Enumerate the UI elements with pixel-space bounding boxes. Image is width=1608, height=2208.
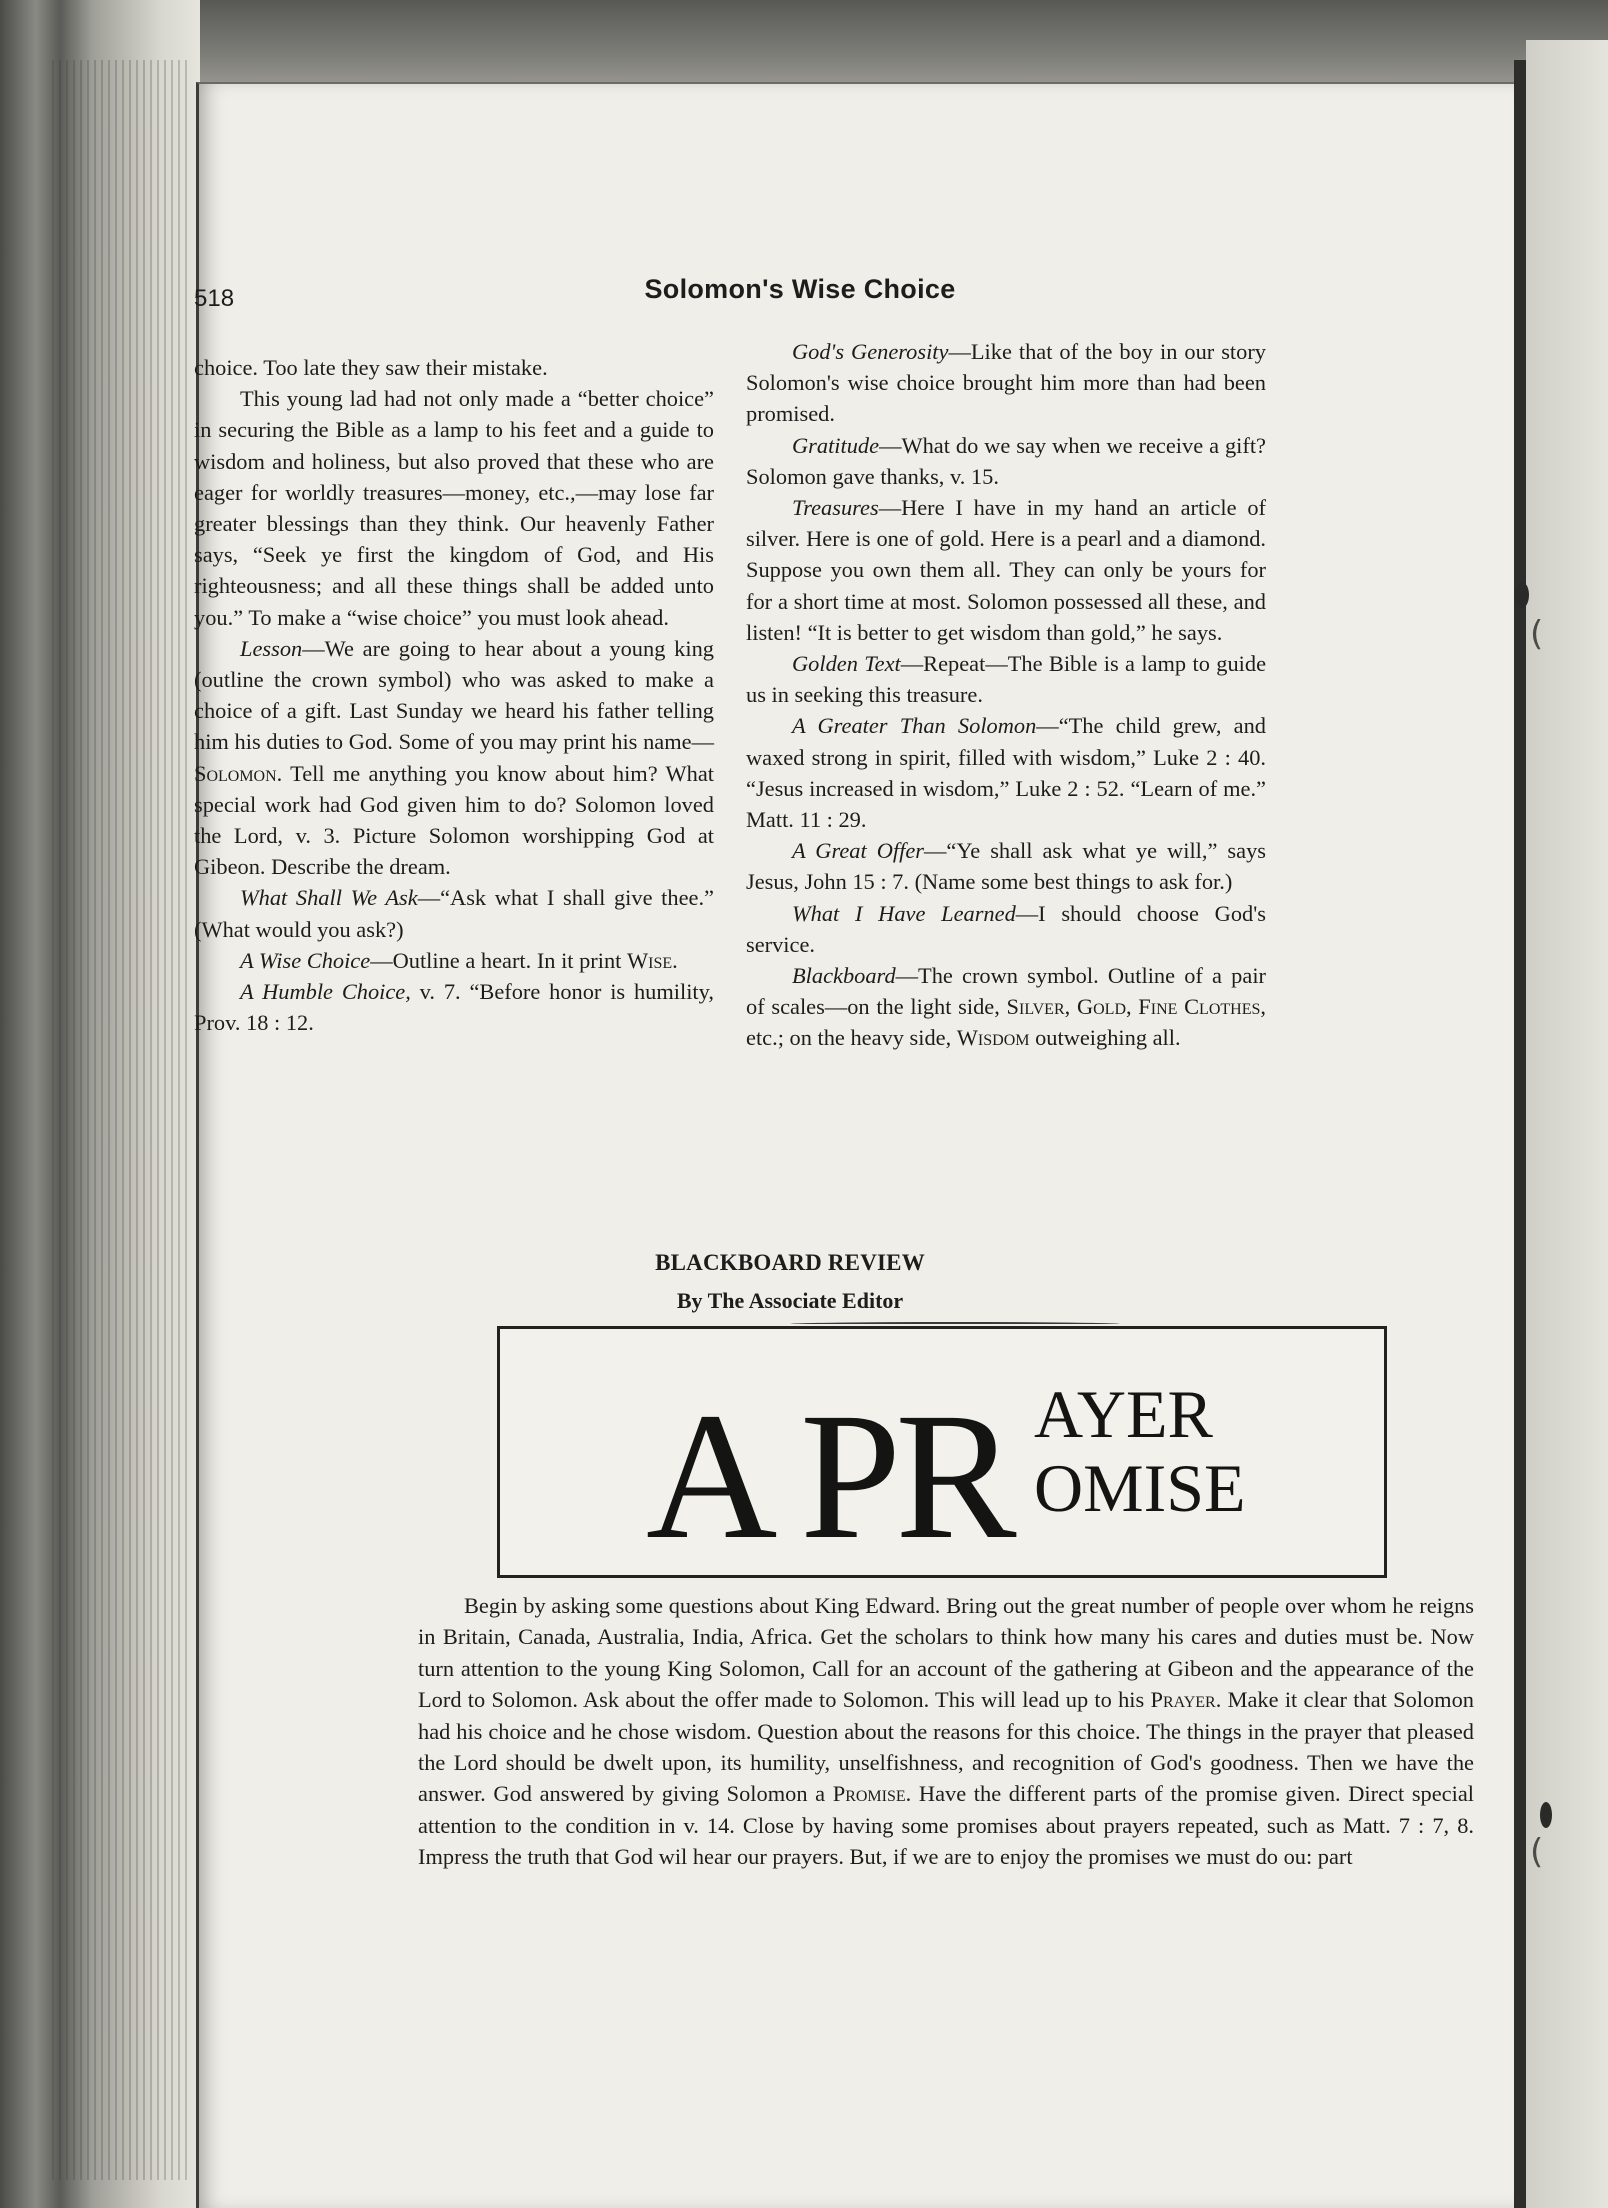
paragraph: God's Generosity—Like that of the boy in our story Solomon's wise choice brought him more than had been promised. xyxy=(746,339,1266,427)
paragraph-lead: What Shall We Ask xyxy=(240,885,418,911)
small-caps-word: Solomon xyxy=(194,760,277,786)
blackboard-letters-pr: PR xyxy=(800,1376,1011,1577)
paragraph-lead: A Wise Choice xyxy=(240,947,371,973)
page-number: 518 xyxy=(194,285,235,312)
small-caps-word: Promise. xyxy=(832,1781,912,1807)
paragraph: A Great Offer—“Ye shall ask what ye will,” says Jesus, John 15 : 7. (Name some best things to ask for.) xyxy=(746,838,1266,895)
small-caps-word: Wisdom xyxy=(956,1025,1030,1051)
left-column xyxy=(194,352,714,1038)
small-caps-word: Prayer. xyxy=(1150,1687,1222,1713)
facing-page-mark: ( xyxy=(1530,1832,1544,1872)
facing-page xyxy=(1526,40,1608,2208)
paragraph: Gratitude—What do we say when we receive a gift? Solomon gave thanks, v. 15. xyxy=(746,432,1266,489)
blackboard-word-ayer: AYER xyxy=(1034,1376,1213,1452)
paragraph-lead: Golden Text xyxy=(792,651,901,677)
paragraph: What I Have Learned—I should choose God's service. xyxy=(746,900,1266,957)
paragraph: Blackboard—The crown symbol. Outline of a pair of scales—on the light side, Silver, Gold, Fine Clothes, etc.; on the heavy side, Wisdom outweighing all. xyxy=(746,963,1266,1051)
paragraph: A Humble Choice, v. 7. “Before honor is humility, Prov. 18 : 12. xyxy=(194,979,714,1036)
paragraph: What Shall We Ask—“Ask what I shall give thee.” (What would you ask?) xyxy=(194,885,714,942)
right-column xyxy=(746,336,1266,1054)
paragraph: Treasures—Here I have in my hand an article of silver. Here is one of gold. Here is a pearl and a diamond. Suppose you own them all. They can only be yours for for a short time at most. Solomon possessed all these, and listen! “It is better to get wisdom than gold,” he says. xyxy=(746,495,1266,645)
small-caps-word: Silver, Gold, Fine Clothes, xyxy=(1006,994,1266,1020)
review-body xyxy=(418,1590,1474,1873)
gutter-shadow xyxy=(1514,60,1526,2208)
paragraph-lead: A Greater Than Solomon xyxy=(792,713,1037,739)
paragraph: A Wise Choice—Outline a heart. In it print Wise. xyxy=(240,947,678,973)
binding-hole xyxy=(1540,1802,1552,1828)
book-spine xyxy=(0,0,200,2208)
scan-top-shadow xyxy=(0,0,1608,90)
paragraph-lead: A Humble Choice, xyxy=(240,979,411,1005)
paragraph-lead: A Great Offer xyxy=(792,838,924,864)
paragraph-lead: Lesson xyxy=(240,635,303,661)
paragraph: A Greater Than Solomon—“The child grew, and waxed strong in spirit, filled with wisdom,” Luke 2 : 40. “Jesus increased in wisdom,” Luke 2 : 52. “Learn of me.” Matt. 11 : 29. xyxy=(746,713,1266,833)
review-heading: BLACKBOARD REVIEW xyxy=(655,1250,925,1275)
blackboard-letter-a: A xyxy=(646,1376,778,1577)
paragraph: Lesson—We are going to hear about a young king (outline the crown symbol) who was asked to make a choice of a gift. Last Sunday we heard his father telling him his duties to God. Some of you may print his name—Solomon. Tell me anything you know about him? What special work had God given him to do? Solomon loved the Lord, v. 3. Picture Solomon worshipping God at Gibeon. Describe the dream. xyxy=(194,635,714,880)
review-paragraph: Begin by asking some questions about King Edward. Bring out the great number of people over whom he reigns in Britain, Canada, Australia, India, Africa. Get the scholars to think how many his cares and duties must be. Now turn attention to the young King Solomon, Call for an account of the gathering at Gibeon and the appearance of the Lord to Solomon. Ask about the offer made to Solomon. This will lead up to his Prayer. Make it clear that Solomon had his choice and he chose wisdom. Question about the reasons for this choice. The things in the prayer that pleased the Lord should be dwelt upon, its humility, unselfishness, and recognition of God's goodness. Then we have the answer. God answered by giving Solomon a Promise. Have the different parts of the promise given. Direct special attention to the condition in v. 14. Close by having some promises about prayers repeated, such as Matt. 7 : 7, 8. Impress the truth that God wil hear our prayers. But, if we are to enjoy the promises we must do ou: part xyxy=(418,1593,1474,1870)
binding-hole xyxy=(1515,582,1529,608)
paragraph: This young lad had not only made a “better choice” in securing the Bible as a lamp to his feet and a guide to wisdom and holiness, but also proved that these who are eager for worldly treasures—money, etc.,—may lose far greater blessings than they think. Our heavenly Father says, “Seek ye first the kingdom of God, and His righteousness; and all these things shall be added unto you.” To make a “wise choice” you must look ahead. xyxy=(194,386,714,630)
paragraph-lead: God's Generosity xyxy=(792,339,949,364)
paragraph: choice. Too late they saw their mistake. xyxy=(194,355,548,380)
facing-page-mark: ( xyxy=(1530,614,1544,654)
paragraph-lead: What I Have Learned xyxy=(792,900,1016,926)
paragraph: Golden Text—Repeat—The Bible is a lamp to guide us in seeking this treasure. xyxy=(746,651,1267,708)
running-title: Solomon's Wise Choice xyxy=(644,274,956,304)
page-edges xyxy=(52,60,192,2180)
small-caps-word: Wise xyxy=(627,947,673,973)
blackboard-word-omise: OMISE xyxy=(1034,1450,1246,1526)
paragraph-lead: Gratitude xyxy=(792,432,880,458)
paragraph-lead: Treasures xyxy=(792,495,879,521)
paragraph-lead: Blackboard xyxy=(792,963,896,989)
review-byline: By The Associate Editor xyxy=(676,1288,904,1313)
